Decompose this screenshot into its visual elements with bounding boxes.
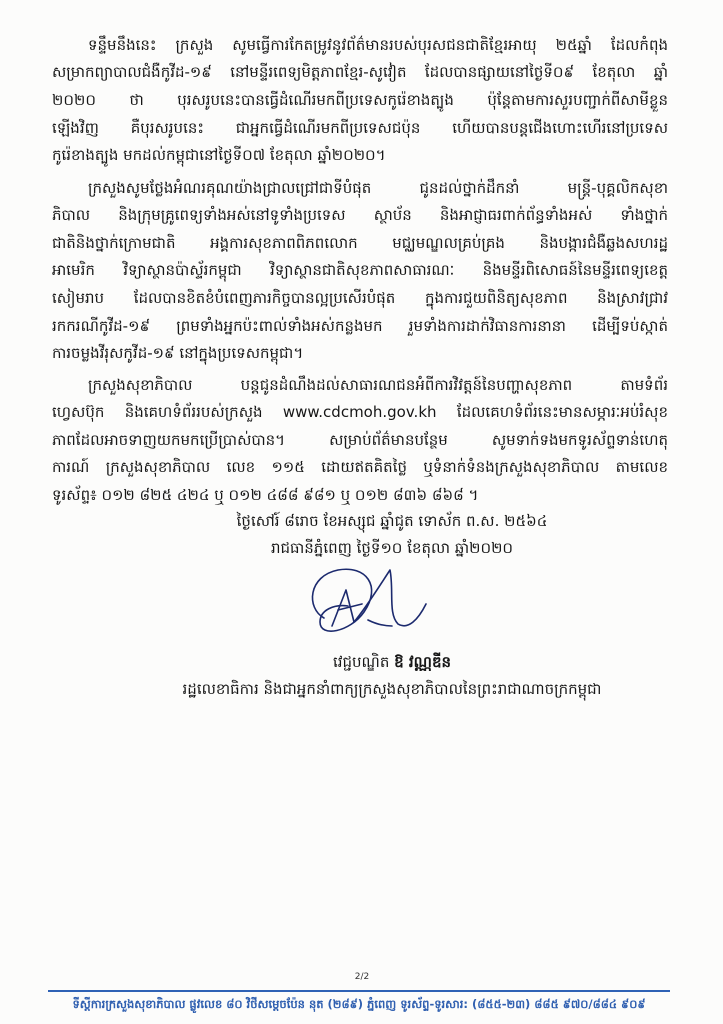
- paragraph-1-line-5: កូរ៉េខាងត្បូង មកដល់កម្ពុជានៅថ្ងៃទី០៧ ខែតុលា ឆ្នាំ២០២០។: [52, 146, 386, 164]
- paragraph-2-line-1: ក្រសួងសូមថ្លែងអំណរគុណយ៉ាងជ្រាលជ្រៅជាទីបំផុត ជូនដល់ថ្នាក់ដឹកនាំ មន្ត្រី-បុគ្គលិកសុខា: [88, 179, 668, 197]
- paragraph-1-line-1: ទន្ទឹមនឹងនេះ ក្រសួង សូមធ្វើការកែតម្រូវនូវព័ត៌មានរបស់បុរសជនជាតិខ្មែរអាយុ ២៥ឆ្នាំ ដែលកំពុង: [88, 36, 668, 54]
- paragraph-1-line-2: សម្រាកព្យាបាលជំងឺកូវីដ-១៩ នៅមន្ទីរពេទ្យមិត្តភាពខ្មែរ-សូវៀត ដែលបានផ្សាយនៅថ្ងៃទី០៩ ខែតុលា ឆ្នាំ: [52, 63, 668, 81]
- paragraph-3-line-5: ទូរស័ព្ទ៖ ០១២ ៨២៥ ៤២៤ ឬ ០១២ ៤៨៨ ៩៨១ ឬ ០១២ ៨៣៦ ៨៦៨ ។: [52, 486, 479, 504]
- signatory-name: ឱ វណ្ណឌីន: [394, 653, 452, 671]
- paragraph-3-line-2: ហ្វេសប៊ុក និងគេហទំព័ររបស់ក្រសួង www.cdcmoh.gov.kh ដែលគេហទំព័រនេះមានសម្ភារៈអប់រំសុខ: [52, 403, 668, 421]
- page-number: 2/2: [354, 972, 370, 982]
- paragraph-2-line-7: ការចម្លងវីរុសកូវីដ-១៩ នៅក្នុងប្រទេសកម្ពុជា។: [52, 344, 304, 362]
- signatory-prefix: វេជ្ជបណ្ឌិត: [332, 653, 395, 671]
- paragraph-3-line-4: ការណ៍ ក្រសួងសុខាភិបាល លេខ ១១៥ ដោយឥតគិតថ្លៃ ឬទំនាក់ទំនងក្រសួងសុខាភិបាល តាមលេខ: [52, 458, 668, 476]
- paragraph-2-line-2: ភិបាល និងក្រុមគ្រូពេទ្យទាំងអស់នៅទូទាំងប្រទេស ស្ថាប័ន និងអាជ្ញាធរពាក់ព័ន្ធទាំងអស់ ទាំងថ្នាក់: [52, 206, 668, 224]
- footer-divider: [48, 990, 670, 992]
- paragraph-1-line-4: ឡើងវិញ គឺបុរសរូបនេះ ជាអ្នកធ្វើដំណើរមកពីប្រទេសជប៉ុន ហើយបានបន្តជើងហោះហើរនៅប្រទេស: [52, 119, 668, 137]
- footer-address: ទីស្តីការក្រសួងសុខាភិបាល ផ្លូវលេខ ៨០ វិថីសម្តេចប៉ែន នុត (២៨៩) ភ្នំពេញ ទូរស័ព្ទ-ទូរសារ: (៨៥៥-២៣) ៨៨៥ ៩៧០/៨៨៤ ៩០៩: [72, 997, 646, 1011]
- signatory-name-line: [100, 649, 684, 675]
- paragraph-1-line-3: ២០២០ ថា បុរសរូបនេះបានធ្វើដំណើរមកពីប្រទេសកូរ៉េខាងត្បូង ប៉ុន្តែតាមការសួរបញ្ជាក់ពីសាមីខ្លួន: [52, 91, 668, 109]
- paragraph-2-line-4: អាមេរិក វិទ្យាស្ថានប៉ាស្ទ័រកម្ពុជា វិទ្យាស្ថានជាតិសុខភាពសាធារណៈ និងមន្ទីរពិសោធន៍នៃមន្ទីរពេទ្យខេត្ត: [52, 261, 668, 279]
- paragraph-2-line-3: ជាតិនិងថ្នាក់ក្រោមជាតិ អង្គការសុខភាពពិភពលោក មជ្ឈមណ្ឌលគ្រប់គ្រង និងបង្ការជំងឺឆ្លងសហរដ្ឋ: [52, 234, 668, 252]
- paragraph-2-line-5: សៀមរាប ដែលបានខិតខំបំពេញភារកិច្ចបានល្អប្រសើរបំផុត ក្នុងការជួយពិនិត្យសុខភាព និងស្រាវជ្រាវ: [52, 289, 668, 307]
- paragraph-3-line-3: ភាពដែលអាចទាញយកមកប្រើប្រាស់បាន។ សម្រាប់ព័ត៌មានបន្ថែម សូមទាក់ទងមកទូរស័ព្ទទាន់ហេតុ: [52, 431, 668, 449]
- place-date-line: រាជធានីភ្នំពេញ ថ្ងៃទី១០ ខែតុលា ឆ្នាំ២០២០: [270, 539, 514, 557]
- paragraph-3-line-1: ក្រសួងសុខាភិបាល បន្តជូនដំណឹងដល់សាធារណជនអំពីការវិវត្តន៍នៃបញ្ហាសុខភាព តាមទំព័រ: [88, 376, 668, 394]
- paragraph-2-line-6: រកករណីកូវីដ-១៩ ព្រមទាំងអ្នកប៉ះពាល់ទាំងអស់កន្លងមក រួមទាំងការដាក់វិធានការនានា ដើម្បីទប់ស្កាត់: [52, 317, 668, 335]
- lunar-date-line: ថ្ងៃសៅរ៍ ៨រោច ខែអស្សុជ ឆ្នាំជូត ទោស័ក ព.ស. ២៥៦៤: [236, 512, 548, 530]
- signatory-title: រដ្ឋលេខាធិការ និងជាអ្នកនាំពាក្យក្រសួងសុខាភិបាលនៃព្រះរាជាណាចក្រកម្ពុជា: [182, 680, 602, 698]
- signature: [298, 560, 433, 650]
